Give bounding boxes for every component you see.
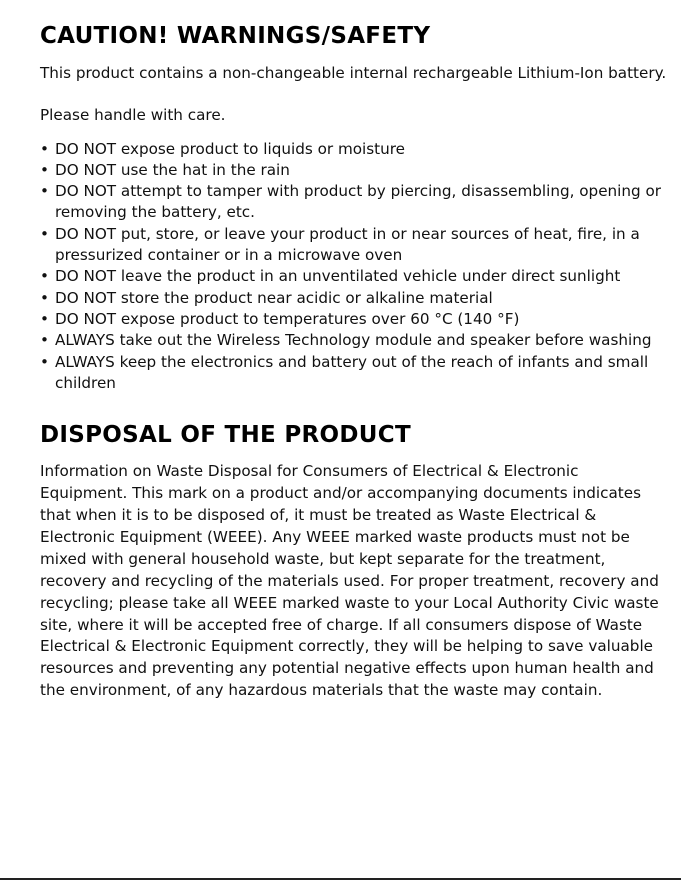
warning-item bbox=[40, 330, 670, 351]
warning-text: DO NOT use the hat in the rain bbox=[55, 160, 290, 179]
warning-text: DO NOT leave the product in an unventilated vehicle under direct sunlight bbox=[55, 267, 621, 286]
warning-item bbox=[40, 160, 670, 181]
warning-item bbox=[40, 139, 670, 160]
caution-heading: CAUTION! WARNINGS/SAFETY bbox=[40, 23, 431, 49]
bullet-icon: • bbox=[40, 267, 49, 286]
warning-text: DO NOT put, store, or leave your product in or near sources of heat, fire, in a pressurized container or in a microwave oven bbox=[55, 224, 640, 265]
bullet-icon: • bbox=[40, 352, 49, 371]
bullet-icon: • bbox=[40, 288, 49, 307]
bottom-divider bbox=[0, 878, 681, 880]
bullet-icon: • bbox=[40, 224, 49, 243]
battery-intro-text: This product contains a non-changeable internal rechargeable Lithium-Ion battery. bbox=[40, 64, 667, 82]
warning-item bbox=[40, 181, 670, 224]
bullet-icon: • bbox=[40, 182, 49, 201]
warning-text: DO NOT store the product near acidic or alkaline material bbox=[55, 288, 493, 307]
bullet-icon: • bbox=[40, 331, 49, 350]
bullet-icon: • bbox=[40, 139, 49, 158]
warning-text: DO NOT attempt to tamper with product by piercing, disassembling, opening or removing the battery, etc. bbox=[55, 182, 662, 222]
warning-item bbox=[40, 288, 670, 309]
warnings-list bbox=[40, 139, 670, 395]
document-page bbox=[40, 22, 670, 702]
warning-item bbox=[40, 352, 670, 395]
bullet-icon: • bbox=[40, 160, 49, 179]
bullet-icon: • bbox=[40, 309, 49, 328]
disposal-body-text: Information on Waste Disposal for Consumers of Electrical & Electronic Equipment. This mark on a product and/or accompanying documents indicates that when it is to be disposed of, it must be treated as Waste Electrical & Electronic Equipment (WEEE). Any WEEE marked waste products must not be mixed with general household waste, but kept separate for the treatment, recovery and recycling of the materials used. For proper treatment, recovery and recycling; please take all WEEE marked waste to your Local Authority Civic waste site, where it will be accepted free of charge. If all consumers dispose of Waste Electrical & Electronic Equipment correctly, they will be helping to save valuable resources and preventing any potential negative effects upon human health and the environment, of any hazardous materials that the waste may contain. bbox=[40, 462, 659, 700]
warning-item bbox=[40, 309, 670, 330]
warning-text: ALWAYS keep the electronics and battery out of the reach of infants and small children bbox=[55, 352, 649, 392]
warning-text: DO NOT expose product to liquids or moisture bbox=[55, 139, 406, 158]
warning-item bbox=[40, 224, 670, 267]
warning-text: ALWAYS take out the Wireless Technology module and speaker before washing bbox=[55, 331, 652, 350]
handle-with-care-text: Please handle with care. bbox=[40, 106, 226, 125]
disposal-heading: DISPOSAL OF THE PRODUCT bbox=[40, 422, 411, 449]
warning-item bbox=[40, 266, 670, 287]
warning-text: DO NOT expose product to temperatures over 60 °C (140 °F) bbox=[55, 309, 520, 328]
